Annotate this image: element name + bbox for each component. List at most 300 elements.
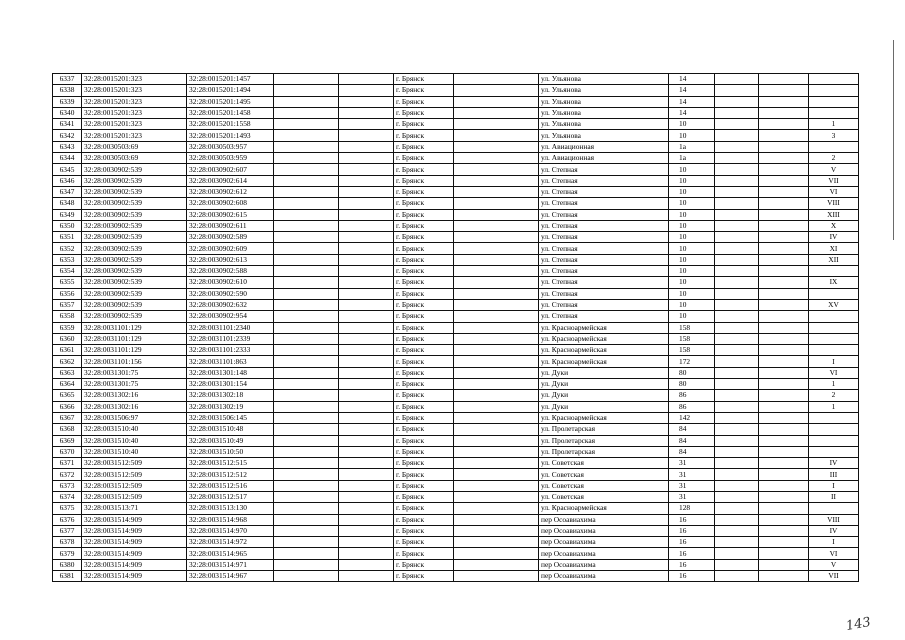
premises-number-cell bbox=[809, 345, 859, 356]
city-cell: г. Брянск bbox=[394, 469, 454, 480]
table-row bbox=[53, 209, 859, 220]
object-cadastral-number-cell: 32:28:0031101:2340 bbox=[187, 322, 274, 333]
house-number-cell: 10 bbox=[669, 232, 715, 243]
premises-number-cell: VI bbox=[809, 186, 859, 197]
blank-cell-cell bbox=[454, 525, 539, 536]
premises-number-cell: I bbox=[809, 480, 859, 491]
street-cell: ул. Красноармейская bbox=[539, 322, 669, 333]
table-row bbox=[53, 198, 859, 209]
premises-number-cell: VII bbox=[809, 175, 859, 186]
blank-cell-cell bbox=[274, 175, 339, 186]
blank-cell-cell bbox=[339, 412, 394, 423]
object-cadastral-number-cell: 32:28:0031512:517 bbox=[187, 491, 274, 502]
city-cell: г. Брянск bbox=[394, 164, 454, 175]
blank-cell-cell bbox=[759, 119, 809, 130]
parcel-cadastral-number-cell: 32:28:0031101:129 bbox=[82, 322, 187, 333]
object-cadastral-number-cell: 32:28:0030902:589 bbox=[187, 232, 274, 243]
parcel-cadastral-number-cell: 32:28:0031101:156 bbox=[82, 356, 187, 367]
street-cell: ул. Ульянова bbox=[539, 96, 669, 107]
object-cadastral-number-cell: 32:28:0031302:18 bbox=[187, 390, 274, 401]
blank-cell-cell bbox=[454, 175, 539, 186]
city-cell: г. Брянск bbox=[394, 401, 454, 412]
page-number: 143 bbox=[844, 614, 872, 635]
blank-cell-cell bbox=[274, 299, 339, 310]
street-cell: ул. Степная bbox=[539, 186, 669, 197]
street-cell: ул. Степная bbox=[539, 299, 669, 310]
table-row bbox=[53, 537, 859, 548]
blank-cell-cell bbox=[759, 480, 809, 491]
parcel-cadastral-number-cell: 32:28:0030902:539 bbox=[82, 209, 187, 220]
table-row bbox=[53, 243, 859, 254]
blank-cell-cell bbox=[339, 266, 394, 277]
house-number-cell: 31 bbox=[669, 458, 715, 469]
premises-number-cell: 2 bbox=[809, 153, 859, 164]
street-cell: пер Осоавиахима bbox=[539, 537, 669, 548]
row-number-cell: 6338 bbox=[53, 85, 82, 96]
row-number-cell: 6348 bbox=[53, 198, 82, 209]
parcel-cadastral-number-cell: 32:28:0030902:539 bbox=[82, 164, 187, 175]
city-cell: г. Брянск bbox=[394, 232, 454, 243]
street-cell: ул. Степная bbox=[539, 277, 669, 288]
blank-cell-cell bbox=[339, 232, 394, 243]
table-row bbox=[53, 503, 859, 514]
city-cell: г. Брянск bbox=[394, 458, 454, 469]
blank-cell-cell bbox=[759, 198, 809, 209]
blank-cell-cell bbox=[454, 469, 539, 480]
premises-number-cell: IX bbox=[809, 277, 859, 288]
city-cell: г. Брянск bbox=[394, 198, 454, 209]
blank-cell-cell bbox=[339, 333, 394, 344]
blank-cell-cell bbox=[339, 288, 394, 299]
premises-number-cell: 3 bbox=[809, 130, 859, 141]
blank-cell-cell bbox=[759, 537, 809, 548]
premises-number-cell bbox=[809, 322, 859, 333]
table-row bbox=[53, 232, 859, 243]
blank-cell-cell bbox=[274, 514, 339, 525]
row-number-cell: 6342 bbox=[53, 130, 82, 141]
row-number-cell: 6352 bbox=[53, 243, 82, 254]
street-cell: ул. Советская bbox=[539, 491, 669, 502]
street-cell: ул. Авиационная bbox=[539, 141, 669, 152]
blank-cell-cell bbox=[339, 446, 394, 457]
row-number-cell: 6374 bbox=[53, 491, 82, 502]
street-cell: пер Осоавиахима bbox=[539, 571, 669, 582]
blank-cell-cell bbox=[715, 164, 759, 175]
parcel-cadastral-number-cell: 32:28:0030902:539 bbox=[82, 175, 187, 186]
object-cadastral-number-cell: 32:28:0031514:970 bbox=[187, 525, 274, 536]
parcel-cadastral-number-cell: 32:28:0031301:75 bbox=[82, 379, 187, 390]
street-cell: ул. Степная bbox=[539, 175, 669, 186]
blank-cell-cell bbox=[759, 209, 809, 220]
table-row bbox=[53, 559, 859, 570]
blank-cell-cell bbox=[339, 559, 394, 570]
house-number-cell: 10 bbox=[669, 299, 715, 310]
table-row bbox=[53, 266, 859, 277]
house-number-cell: 80 bbox=[669, 379, 715, 390]
object-cadastral-number-cell: 32:28:0031301:154 bbox=[187, 379, 274, 390]
blank-cell-cell bbox=[715, 130, 759, 141]
house-number-cell: 16 bbox=[669, 525, 715, 536]
blank-cell-cell bbox=[715, 424, 759, 435]
city-cell: г. Брянск bbox=[394, 153, 454, 164]
premises-number-cell bbox=[809, 412, 859, 423]
object-cadastral-number-cell: 32:28:0031512:515 bbox=[187, 458, 274, 469]
house-number-cell: 84 bbox=[669, 424, 715, 435]
object-cadastral-number-cell: 32:28:0015201:1457 bbox=[187, 74, 274, 85]
blank-cell-cell bbox=[759, 266, 809, 277]
blank-cell-cell bbox=[454, 435, 539, 446]
blank-cell-cell bbox=[339, 254, 394, 265]
street-cell: ул. Степная bbox=[539, 220, 669, 231]
street-cell: ул. Степная bbox=[539, 243, 669, 254]
blank-cell-cell bbox=[454, 209, 539, 220]
row-number-cell: 6340 bbox=[53, 107, 82, 118]
blank-cell-cell bbox=[759, 446, 809, 457]
row-number-cell: 6372 bbox=[53, 469, 82, 480]
house-number-cell: 10 bbox=[669, 254, 715, 265]
table-row bbox=[53, 390, 859, 401]
house-number-cell: 10 bbox=[669, 198, 715, 209]
premises-number-cell bbox=[809, 141, 859, 152]
house-number-cell: 16 bbox=[669, 514, 715, 525]
blank-cell-cell bbox=[274, 446, 339, 457]
house-number-cell: 86 bbox=[669, 401, 715, 412]
table-row bbox=[53, 571, 859, 582]
row-number-cell: 6366 bbox=[53, 401, 82, 412]
blank-cell-cell bbox=[454, 367, 539, 378]
blank-cell-cell bbox=[715, 288, 759, 299]
table-row bbox=[53, 130, 859, 141]
row-number-cell: 6365 bbox=[53, 390, 82, 401]
premises-number-cell bbox=[809, 424, 859, 435]
premises-number-cell bbox=[809, 288, 859, 299]
blank-cell-cell bbox=[339, 130, 394, 141]
row-number-cell: 6347 bbox=[53, 186, 82, 197]
city-cell: г. Брянск bbox=[394, 107, 454, 118]
blank-cell-cell bbox=[715, 175, 759, 186]
blank-cell-cell bbox=[715, 537, 759, 548]
blank-cell-cell bbox=[339, 401, 394, 412]
blank-cell-cell bbox=[759, 277, 809, 288]
blank-cell-cell bbox=[715, 458, 759, 469]
table-row bbox=[53, 446, 859, 457]
table-row bbox=[53, 548, 859, 559]
parcel-cadastral-number-cell: 32:28:0030902:539 bbox=[82, 243, 187, 254]
house-number-cell: 10 bbox=[669, 119, 715, 130]
blank-cell-cell bbox=[715, 548, 759, 559]
parcel-cadastral-number-cell: 32:28:0031514:909 bbox=[82, 571, 187, 582]
table-row bbox=[53, 299, 859, 310]
blank-cell-cell bbox=[454, 266, 539, 277]
house-number-cell: 16 bbox=[669, 537, 715, 548]
parcel-cadastral-number-cell: 32:28:0030902:539 bbox=[82, 299, 187, 310]
city-cell: г. Брянск bbox=[394, 571, 454, 582]
street-cell: пер Осоавиахима bbox=[539, 548, 669, 559]
object-cadastral-number-cell: 32:28:0030902:611 bbox=[187, 220, 274, 231]
row-number-cell: 6349 bbox=[53, 209, 82, 220]
object-cadastral-number-cell: 32:28:0030902:610 bbox=[187, 277, 274, 288]
blank-cell-cell bbox=[339, 537, 394, 548]
premises-number-cell: IV bbox=[809, 458, 859, 469]
parcel-cadastral-number-cell: 32:28:0030902:539 bbox=[82, 266, 187, 277]
blank-cell-cell bbox=[759, 401, 809, 412]
house-number-cell: 84 bbox=[669, 446, 715, 457]
house-number-cell: 16 bbox=[669, 559, 715, 570]
row-number-cell: 6361 bbox=[53, 345, 82, 356]
blank-cell-cell bbox=[274, 130, 339, 141]
object-cadastral-number-cell: 32:28:0030902:608 bbox=[187, 198, 274, 209]
row-number-cell: 6360 bbox=[53, 333, 82, 344]
street-cell: пер Осоавиахима bbox=[539, 514, 669, 525]
object-cadastral-number-cell: 32:28:0031513:130 bbox=[187, 503, 274, 514]
blank-cell-cell bbox=[759, 424, 809, 435]
parcel-cadastral-number-cell: 32:28:0015201:323 bbox=[82, 85, 187, 96]
blank-cell-cell bbox=[759, 288, 809, 299]
premises-number-cell bbox=[809, 266, 859, 277]
blank-cell-cell bbox=[454, 232, 539, 243]
city-cell: г. Брянск bbox=[394, 333, 454, 344]
parcel-cadastral-number-cell: 32:28:0015201:323 bbox=[82, 119, 187, 130]
object-cadastral-number-cell: 32:28:0031514:971 bbox=[187, 559, 274, 570]
premises-number-cell: XII bbox=[809, 254, 859, 265]
blank-cell-cell bbox=[454, 412, 539, 423]
blank-cell-cell bbox=[274, 458, 339, 469]
blank-cell-cell bbox=[715, 74, 759, 85]
row-number-cell: 6354 bbox=[53, 266, 82, 277]
blank-cell-cell bbox=[759, 367, 809, 378]
premises-number-cell: 1 bbox=[809, 119, 859, 130]
blank-cell-cell bbox=[339, 243, 394, 254]
row-number-cell: 6368 bbox=[53, 424, 82, 435]
premises-number-cell: VIII bbox=[809, 198, 859, 209]
blank-cell-cell bbox=[715, 469, 759, 480]
premises-number-cell: XI bbox=[809, 243, 859, 254]
blank-cell-cell bbox=[759, 503, 809, 514]
city-cell: г. Брянск bbox=[394, 74, 454, 85]
blank-cell-cell bbox=[274, 198, 339, 209]
parcel-cadastral-number-cell: 32:28:0030902:539 bbox=[82, 277, 187, 288]
street-cell: ул. Степная bbox=[539, 288, 669, 299]
blank-cell-cell bbox=[274, 469, 339, 480]
table-row bbox=[53, 435, 859, 446]
row-number-cell: 6356 bbox=[53, 288, 82, 299]
city-cell: г. Брянск bbox=[394, 514, 454, 525]
street-cell: ул. Авиационная bbox=[539, 153, 669, 164]
table-row bbox=[53, 288, 859, 299]
house-number-cell: 10 bbox=[669, 311, 715, 322]
blank-cell-cell bbox=[715, 491, 759, 502]
parcel-cadastral-number-cell: 32:28:0031512:509 bbox=[82, 469, 187, 480]
street-cell: ул. Степная bbox=[539, 311, 669, 322]
table-row bbox=[53, 153, 859, 164]
city-cell: г. Брянск bbox=[394, 85, 454, 96]
blank-cell-cell bbox=[274, 333, 339, 344]
city-cell: г. Брянск bbox=[394, 175, 454, 186]
row-number-cell: 6378 bbox=[53, 537, 82, 548]
object-cadastral-number-cell: 32:28:0031514:965 bbox=[187, 548, 274, 559]
premises-number-cell: IV bbox=[809, 232, 859, 243]
row-number-cell: 6350 bbox=[53, 220, 82, 231]
premises-number-cell bbox=[809, 435, 859, 446]
blank-cell-cell bbox=[715, 96, 759, 107]
row-number-cell: 6380 bbox=[53, 559, 82, 570]
blank-cell-cell bbox=[339, 356, 394, 367]
house-number-cell: 10 bbox=[669, 175, 715, 186]
registry-table bbox=[52, 73, 859, 582]
city-cell: г. Брянск bbox=[394, 322, 454, 333]
table-row bbox=[53, 458, 859, 469]
blank-cell-cell bbox=[454, 333, 539, 344]
object-cadastral-number-cell: 32:28:0015201:1458 bbox=[187, 107, 274, 118]
blank-cell-cell bbox=[454, 345, 539, 356]
house-number-cell: 10 bbox=[669, 266, 715, 277]
city-cell: г. Брянск bbox=[394, 525, 454, 536]
blank-cell-cell bbox=[715, 356, 759, 367]
city-cell: г. Брянск bbox=[394, 435, 454, 446]
table-row bbox=[53, 401, 859, 412]
blank-cell-cell bbox=[454, 424, 539, 435]
blank-cell-cell bbox=[759, 514, 809, 525]
street-cell: ул. Дуки bbox=[539, 367, 669, 378]
row-number-cell: 6381 bbox=[53, 571, 82, 582]
object-cadastral-number-cell: 32:28:0015201:1558 bbox=[187, 119, 274, 130]
blank-cell-cell bbox=[454, 85, 539, 96]
object-cadastral-number-cell: 32:28:0031510:49 bbox=[187, 435, 274, 446]
blank-cell-cell bbox=[759, 491, 809, 502]
table-row bbox=[53, 525, 859, 536]
city-cell: г. Брянск bbox=[394, 379, 454, 390]
object-cadastral-number-cell: 32:28:0031101:2333 bbox=[187, 345, 274, 356]
object-cadastral-number-cell: 32:28:0031101:2339 bbox=[187, 333, 274, 344]
blank-cell-cell bbox=[715, 480, 759, 491]
street-cell: ул. Степная bbox=[539, 164, 669, 175]
city-cell: г. Брянск bbox=[394, 254, 454, 265]
row-number-cell: 6351 bbox=[53, 232, 82, 243]
row-number-cell: 6355 bbox=[53, 277, 82, 288]
table-row bbox=[53, 85, 859, 96]
blank-cell-cell bbox=[339, 345, 394, 356]
row-number-cell: 6369 bbox=[53, 435, 82, 446]
table-row bbox=[53, 356, 859, 367]
premises-number-cell: VI bbox=[809, 367, 859, 378]
row-number-cell: 6337 bbox=[53, 74, 82, 85]
blank-cell-cell bbox=[715, 209, 759, 220]
street-cell: ул. Ульянова bbox=[539, 74, 669, 85]
city-cell: г. Брянск bbox=[394, 367, 454, 378]
blank-cell-cell bbox=[274, 424, 339, 435]
blank-cell-cell bbox=[274, 209, 339, 220]
street-cell: ул. Дуки bbox=[539, 390, 669, 401]
house-number-cell: 10 bbox=[669, 186, 715, 197]
parcel-cadastral-number-cell: 32:28:0030902:539 bbox=[82, 232, 187, 243]
object-cadastral-number-cell: 32:28:0030902:588 bbox=[187, 266, 274, 277]
table-row bbox=[53, 469, 859, 480]
premises-number-cell bbox=[809, 333, 859, 344]
street-cell: пер Осоавиахима bbox=[539, 559, 669, 570]
table-row bbox=[53, 119, 859, 130]
blank-cell-cell bbox=[339, 480, 394, 491]
blank-cell-cell bbox=[759, 469, 809, 480]
blank-cell-cell bbox=[759, 243, 809, 254]
table-row bbox=[53, 186, 859, 197]
city-cell: г. Брянск bbox=[394, 130, 454, 141]
blank-cell-cell bbox=[274, 480, 339, 491]
city-cell: г. Брянск bbox=[394, 220, 454, 231]
blank-cell-cell bbox=[715, 345, 759, 356]
street-cell: ул. Советская bbox=[539, 480, 669, 491]
blank-cell-cell bbox=[759, 85, 809, 96]
blank-cell-cell bbox=[759, 379, 809, 390]
house-number-cell: 31 bbox=[669, 480, 715, 491]
blank-cell-cell bbox=[454, 299, 539, 310]
blank-cell-cell bbox=[454, 401, 539, 412]
blank-cell-cell bbox=[759, 548, 809, 559]
object-cadastral-number-cell: 32:28:0015201:1493 bbox=[187, 130, 274, 141]
blank-cell-cell bbox=[339, 525, 394, 536]
blank-cell-cell bbox=[715, 243, 759, 254]
blank-cell-cell bbox=[339, 458, 394, 469]
parcel-cadastral-number-cell: 32:28:0031301:75 bbox=[82, 367, 187, 378]
blank-cell-cell bbox=[715, 401, 759, 412]
parcel-cadastral-number-cell: 32:28:0030902:539 bbox=[82, 186, 187, 197]
blank-cell-cell bbox=[454, 153, 539, 164]
row-number-cell: 6357 bbox=[53, 299, 82, 310]
house-number-cell: 128 bbox=[669, 503, 715, 514]
premises-number-cell bbox=[809, 96, 859, 107]
blank-cell-cell bbox=[715, 186, 759, 197]
blank-cell-cell bbox=[715, 232, 759, 243]
blank-cell-cell bbox=[454, 119, 539, 130]
blank-cell-cell bbox=[339, 141, 394, 152]
blank-cell-cell bbox=[274, 266, 339, 277]
table-row bbox=[53, 164, 859, 175]
table-row bbox=[53, 175, 859, 186]
object-cadastral-number-cell: 32:28:0031510:50 bbox=[187, 446, 274, 457]
house-number-cell: 14 bbox=[669, 96, 715, 107]
house-number-cell: 142 bbox=[669, 412, 715, 423]
blank-cell-cell bbox=[274, 254, 339, 265]
blank-cell-cell bbox=[274, 412, 339, 423]
house-number-cell: 14 bbox=[669, 74, 715, 85]
parcel-cadastral-number-cell: 32:28:0031514:909 bbox=[82, 537, 187, 548]
blank-cell-cell bbox=[274, 390, 339, 401]
blank-cell-cell bbox=[274, 243, 339, 254]
premises-number-cell bbox=[809, 85, 859, 96]
blank-cell-cell bbox=[339, 186, 394, 197]
parcel-cadastral-number-cell: 32:28:0015201:323 bbox=[82, 107, 187, 118]
blank-cell-cell bbox=[339, 514, 394, 525]
blank-cell-cell bbox=[274, 537, 339, 548]
blank-cell-cell bbox=[759, 333, 809, 344]
blank-cell-cell bbox=[715, 503, 759, 514]
blank-cell-cell bbox=[759, 254, 809, 265]
object-cadastral-number-cell: 32:28:0031514:967 bbox=[187, 571, 274, 582]
city-cell: г. Брянск bbox=[394, 503, 454, 514]
blank-cell-cell bbox=[454, 458, 539, 469]
row-number-cell: 6339 bbox=[53, 96, 82, 107]
city-cell: г. Брянск bbox=[394, 277, 454, 288]
city-cell: г. Брянск bbox=[394, 299, 454, 310]
parcel-cadastral-number-cell: 32:28:0015201:323 bbox=[82, 74, 187, 85]
parcel-cadastral-number-cell: 32:28:0031512:509 bbox=[82, 480, 187, 491]
blank-cell-cell bbox=[759, 525, 809, 536]
blank-cell-cell bbox=[454, 141, 539, 152]
blank-cell-cell bbox=[454, 559, 539, 570]
object-cadastral-number-cell: 32:28:0031512:516 bbox=[187, 480, 274, 491]
row-number-cell: 6375 bbox=[53, 503, 82, 514]
blank-cell-cell bbox=[454, 480, 539, 491]
blank-cell-cell bbox=[274, 288, 339, 299]
